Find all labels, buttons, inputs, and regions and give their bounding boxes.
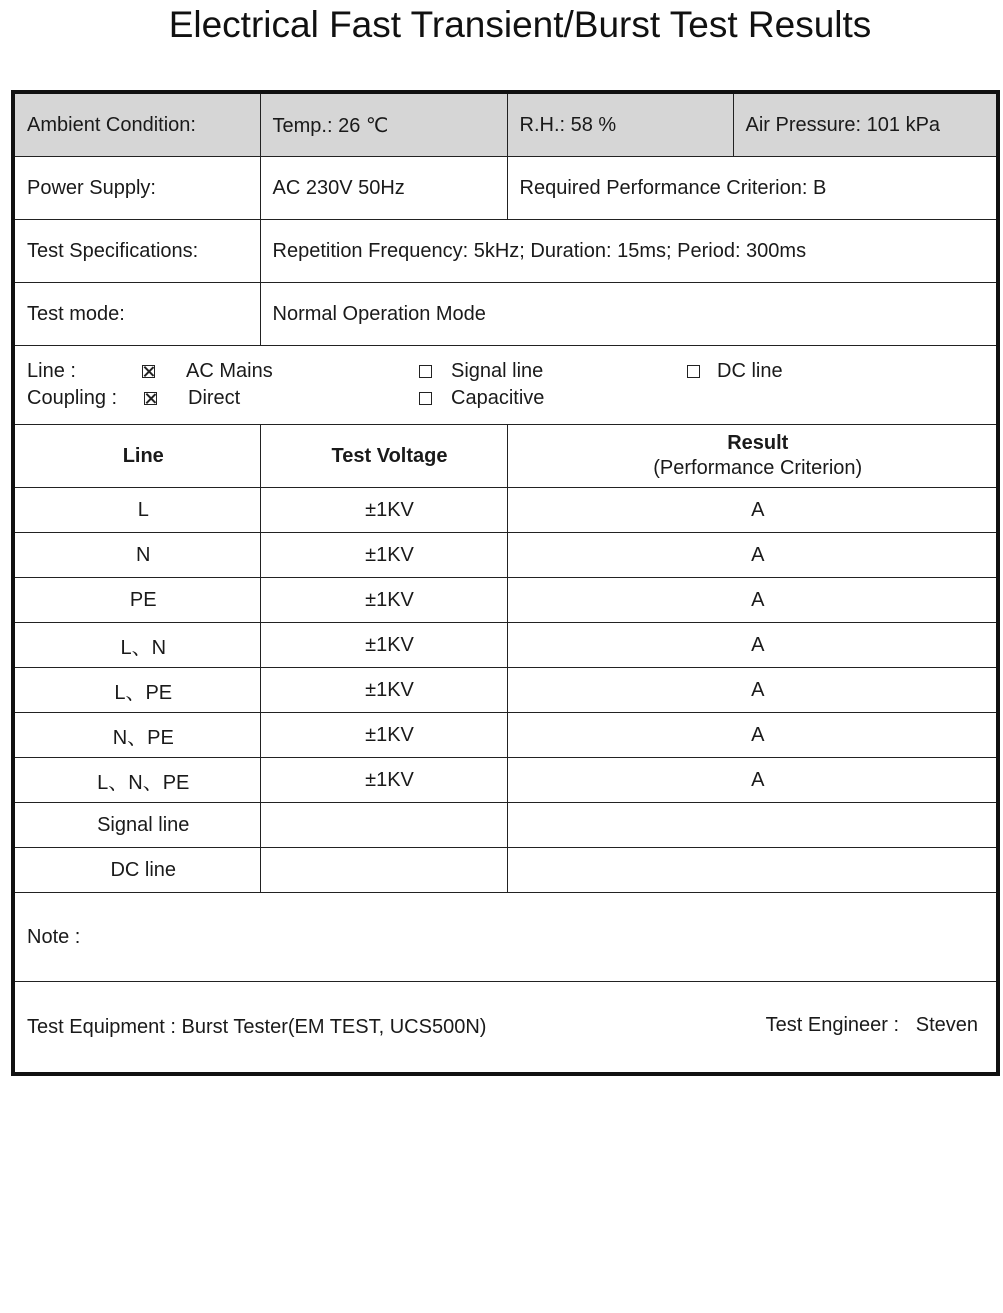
unchecked-box-icon [419, 365, 432, 378]
engineer-label: Test Engineer : [765, 1014, 900, 1036]
line-label: Line : [27, 360, 76, 382]
voltage-cell: ±1KV [260, 623, 507, 668]
spec-label: Test Specifications: [13, 220, 260, 283]
temperature-value: Temp.: 26 ℃ [260, 92, 507, 157]
spec-row [13, 220, 998, 283]
ac-mains-checkbox[interactable] [142, 358, 155, 385]
criterion-value: Required Performance Criterion: B [507, 157, 998, 220]
voltage-cell [260, 848, 507, 893]
line-cell: N、PE [13, 713, 260, 758]
line-cell: L、PE [13, 668, 260, 713]
page-title: Electrical Fast Transient/Burst Test Results [168, 4, 872, 45]
line-cell: N [13, 533, 260, 578]
voltage-cell [260, 803, 507, 848]
mode-row [13, 283, 998, 346]
table-row [13, 848, 998, 893]
col-voltage-header: Test Voltage [260, 425, 507, 488]
ambient-label: Ambient Condition: [13, 92, 260, 157]
power-value: AC 230V 50Hz [260, 157, 507, 220]
table-row [13, 713, 998, 758]
air-pressure-value: Air Pressure: 101 kPa [733, 92, 998, 157]
dc-line-label: DC line [717, 360, 783, 382]
table-row [13, 668, 998, 713]
result-header-title: Result [727, 432, 789, 454]
unchecked-box-icon [419, 392, 432, 405]
col-result-header [507, 425, 998, 488]
result-cell [507, 848, 998, 893]
voltage-cell: ±1KV [260, 668, 507, 713]
line-coupling-cell [13, 346, 998, 425]
direct-label: Direct [188, 387, 241, 409]
voltage-cell: ±1KV [260, 578, 507, 623]
result-cell: A [507, 623, 998, 668]
line-cell: L、N [13, 623, 260, 668]
line-cell: Signal line [13, 803, 260, 848]
footer-cell [13, 982, 998, 1075]
result-cell: A [507, 668, 998, 713]
voltage-cell: ±1KV [260, 488, 507, 533]
capacitive-checkbox[interactable] [419, 385, 432, 412]
col-line-header: Line [13, 425, 260, 488]
line-cell: L、N、PE [13, 758, 260, 803]
note-row [13, 893, 998, 982]
result-cell: A [507, 533, 998, 578]
engineer-name: Steven [915, 1014, 978, 1036]
result-cell: A [507, 578, 998, 623]
mode-value: Normal Operation Mode [260, 283, 998, 346]
table-row [13, 758, 998, 803]
result-cell: A [507, 758, 998, 803]
power-row [13, 157, 998, 220]
unchecked-box-icon [687, 365, 700, 378]
line-coupling-row [13, 346, 998, 425]
table-row [13, 623, 998, 668]
capacitive-label: Capacitive [451, 387, 545, 409]
line-cell: DC line [13, 848, 260, 893]
result-cell [507, 803, 998, 848]
line-cell: PE [13, 578, 260, 623]
test-engineer [766, 1014, 978, 1037]
voltage-cell: ±1KV [260, 533, 507, 578]
mode-label: Test mode: [13, 283, 260, 346]
ac-mains-label: AC Mains [186, 360, 273, 382]
humidity-value: R.H.: 58 % [507, 92, 733, 157]
voltage-cell: ±1KV [260, 713, 507, 758]
footer-row [13, 982, 998, 1075]
voltage-cell: ±1KV [260, 758, 507, 803]
table-row [13, 803, 998, 848]
results-header-row [13, 425, 998, 488]
coupling-label: Coupling : [27, 387, 118, 409]
result-cell: A [507, 713, 998, 758]
result-header-subtitle: (Performance Criterion) [653, 457, 863, 479]
coupling-options [27, 385, 996, 412]
test-equipment: Test Equipment : Burst Tester(EM TEST, UCS500N) [27, 1015, 487, 1038]
ambient-row [13, 92, 998, 157]
checked-box-icon [144, 392, 157, 405]
power-label: Power Supply: [13, 157, 260, 220]
dc-line-checkbox[interactable] [687, 358, 700, 385]
result-cell: A [507, 488, 998, 533]
line-cell: L [13, 488, 260, 533]
table-row [13, 488, 998, 533]
table-row [13, 578, 998, 623]
test-results-table [11, 90, 1000, 1076]
line-options [27, 358, 996, 385]
checked-box-icon [142, 365, 155, 378]
note-label: Note : [13, 893, 998, 982]
spec-value: Repetition Frequency: 5kHz; Duration: 15ms; Period: 300ms [260, 220, 998, 283]
direct-checkbox[interactable] [144, 385, 157, 412]
signal-line-checkbox[interactable] [419, 358, 432, 385]
table-row [13, 533, 998, 578]
signal-line-label: Signal line [451, 360, 544, 382]
